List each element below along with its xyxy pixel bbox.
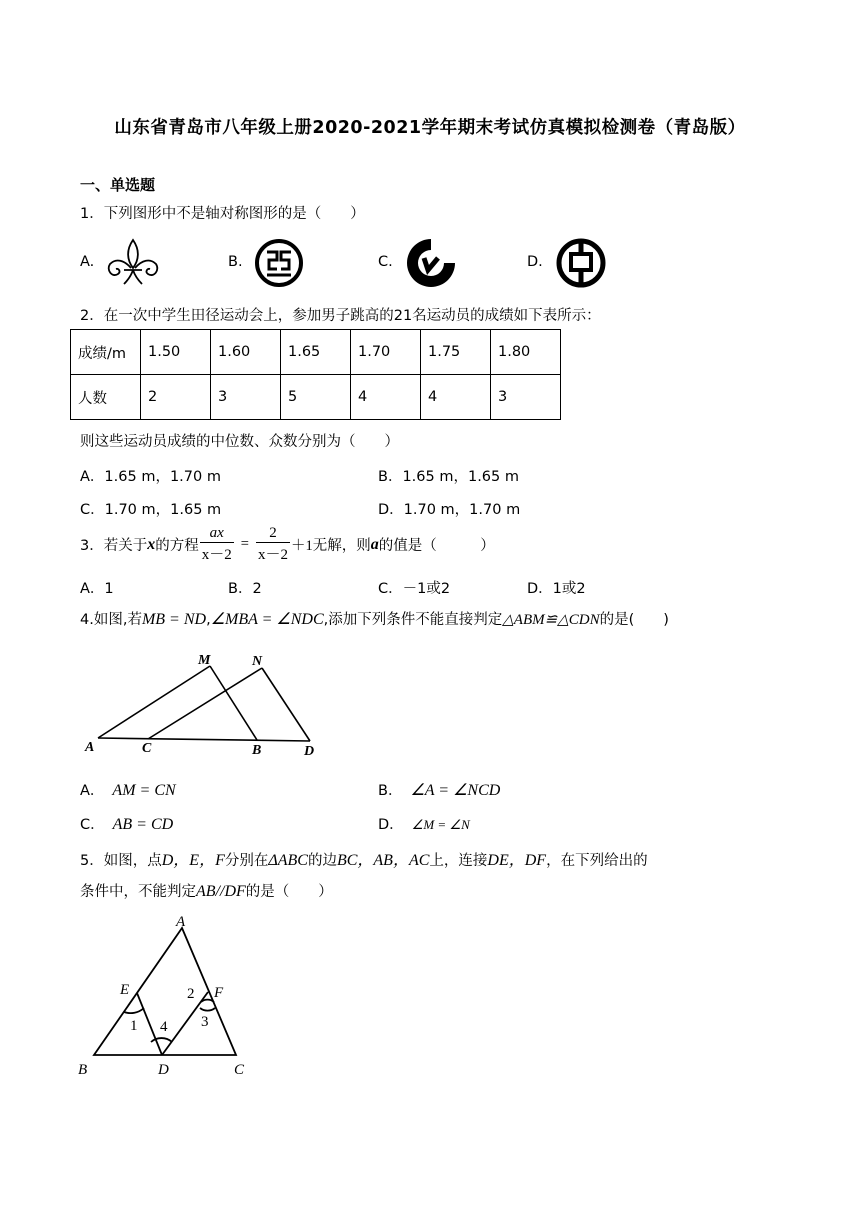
- table-cell: 1.60: [211, 330, 281, 375]
- q3-plus-one: ＋1: [290, 538, 313, 554]
- question-3-stem: [80, 525, 495, 564]
- q4-option-c: C． AB = CD: [80, 816, 174, 833]
- bank-logo-icon: [254, 238, 304, 288]
- q3-text-d: 的值是（ ）: [378, 538, 495, 554]
- table-cell: 1.70: [351, 330, 421, 375]
- fig5-angle-4: 4: [160, 1019, 168, 1035]
- q4-option-b: B． ∠A = ∠NCD: [378, 782, 501, 799]
- table-row: [71, 330, 561, 375]
- table-cell: 3: [491, 375, 561, 420]
- table-cell: 2: [141, 375, 211, 420]
- fig-label-C: C: [142, 741, 152, 756]
- table-row: [71, 375, 561, 420]
- fig5-label-D: D: [158, 1062, 169, 1078]
- table-cell: 5: [281, 375, 351, 420]
- question-5-line-1: 5．如图，点D，E，F分别在ΔABC的边BC，AB，AC上，连接DE，DF，在下列给出的: [80, 852, 648, 869]
- q3-option-d: D．1或2: [527, 581, 586, 597]
- fig5-label-B: B: [78, 1062, 88, 1078]
- question-5-line-2: 条件中，不能判定AB//DF的是（ ）: [80, 883, 333, 900]
- fig5-angle-2: 2: [187, 986, 195, 1002]
- table-cell: 1.65: [281, 330, 351, 375]
- fig-label-A: A: [85, 740, 95, 755]
- fig5-label-F: F: [214, 985, 224, 1001]
- fig5-label-C: C: [234, 1062, 245, 1078]
- section-heading: 一、单选题: [80, 176, 156, 194]
- question-2-stem: 2．在一次中学生田径运动会上，参加男子跳高的21名运动员的成绩如下表所示：: [80, 308, 601, 324]
- table-header-cell: 成绩/m: [71, 330, 141, 375]
- q4-option-d: D． ∠M = ∠N: [378, 817, 470, 833]
- spiral-logo-icon: [404, 236, 458, 290]
- question-2-ask: 则这些运动员成绩的中位数、众数分别为（ ）: [80, 434, 399, 450]
- fig-label-B: B: [252, 743, 262, 758]
- table-cell: 1.50: [141, 330, 211, 375]
- q4-triangle-figure: [80, 648, 330, 760]
- q4-math-3: △ABM≌△CDN: [502, 612, 600, 628]
- fig5-label-E: E: [120, 982, 130, 998]
- q2-option-b: B．1.65 m，1.65 m: [378, 469, 519, 485]
- q3-option-b: B．2: [228, 581, 262, 597]
- fleur-de-lis-icon: [104, 238, 162, 288]
- q4-text-a: 4.如图,若: [80, 612, 142, 628]
- q4-text-b: ,添加下列条件不能直接判定: [323, 612, 503, 628]
- q1-option-b-label: B.: [228, 254, 243, 270]
- q4-math-2: ∠MBA = ∠NDC: [210, 611, 324, 628]
- q3-text-b: 的方程: [155, 538, 199, 554]
- q3-option-c: C．－1或2: [378, 581, 451, 597]
- table-cell: 1.75: [421, 330, 491, 375]
- fig5-label-A: A: [176, 914, 186, 930]
- q4-text-c: 的是( ): [599, 612, 669, 628]
- q1-option-c-label: C.: [378, 254, 393, 270]
- fig-label-M: M: [198, 653, 211, 668]
- table-cell: 3: [211, 375, 281, 420]
- q4-option-a: A． AM = CN: [80, 782, 176, 799]
- table-header-cell: 人数: [71, 375, 141, 420]
- q5-triangle-figure: [74, 910, 264, 1082]
- fig5-angle-1: 1: [130, 1018, 138, 1034]
- score-table: [70, 329, 561, 420]
- q3-var-a: a: [370, 535, 379, 553]
- q3-text-a: 3．若关于: [80, 538, 148, 554]
- table-cell: 4: [351, 375, 421, 420]
- q3-var-x: x: [147, 535, 156, 553]
- table-cell: 4: [421, 375, 491, 420]
- page-title: 山东省青岛市八年级上册2020-2021学年期末考试仿真模拟检测卷（青岛版）: [114, 118, 746, 138]
- q3-fraction-1: $\frac{ax}{x-2}$: [201, 525, 232, 563]
- question-4-stem: 4.如图,若MB = ND,∠MBA = ∠NDC,添加下列条件不能直接判定△ABM≌△CDN的是( ): [80, 611, 669, 628]
- q1-option-a-label: A.: [80, 254, 95, 270]
- fig-label-D: D: [304, 744, 315, 759]
- q2-option-d: D．1.70 m，1.70 m: [378, 502, 521, 518]
- coin-logo-icon: [554, 236, 608, 290]
- q2-option-c: C．1.70 m，1.65 m: [80, 502, 222, 518]
- table-cell: 1.80: [491, 330, 561, 375]
- q4-math-1: MB = ND: [141, 611, 207, 628]
- q3-fraction-2: $\frac{2}{x-2}$: [257, 525, 288, 563]
- question-1-stem: 1．下列图形中不是轴对称图形的是（ ）: [80, 206, 365, 222]
- fig5-angle-3: 3: [201, 1014, 209, 1030]
- fig-label-N: N: [252, 654, 263, 669]
- q3-text-c: 无解，则: [312, 538, 371, 554]
- q3-option-a: A．1: [80, 581, 114, 597]
- q2-option-a: A．1.65 m，1.70 m: [80, 469, 221, 485]
- q1-option-d-label: D.: [527, 254, 543, 270]
- q3-equals: =: [240, 536, 249, 552]
